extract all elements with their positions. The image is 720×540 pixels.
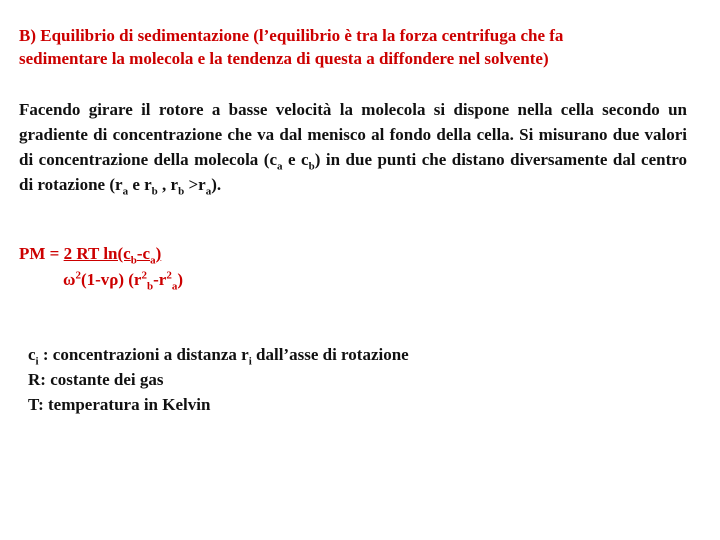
- subscript-b: b: [151, 185, 158, 198]
- numerator-text: 2 RT ln(c: [63, 244, 131, 263]
- subscript-i: i: [35, 355, 39, 368]
- paragraph-text: ) in due punti che distano diversamente dal centro di rotazione (r: [19, 150, 688, 194]
- formula-denominator: [19, 267, 687, 293]
- formula-numerator-line: [19, 241, 687, 267]
- legend-text: c: [28, 345, 36, 364]
- subscript-b: b: [308, 160, 315, 173]
- denominator-text: (1-vρ) (r: [80, 270, 142, 289]
- denominator-text: -r: [153, 270, 167, 289]
- molecular-weight-formula: [19, 241, 687, 293]
- subscript-b: b: [130, 254, 137, 267]
- subscript-a: a: [150, 254, 156, 267]
- legend-text: : concentrazioni a distanza r: [38, 345, 249, 364]
- formula-numerator: [63, 244, 162, 267]
- section-heading: [19, 24, 687, 70]
- paragraph-text: Facendo girare il rotore a basse velocità la molecola si dispone nella cella secondo un gradiente di concentrazione che va dal menisco al fondo della cella. Si misurano due valori di concentrazione della molecola (c: [19, 100, 687, 169]
- legend-text: dall’asse di rotazione: [251, 345, 409, 364]
- superscript-2: 2: [75, 269, 81, 282]
- formula-lhs: PM =: [19, 244, 64, 263]
- subscript-a: a: [122, 185, 129, 198]
- numerator-text: -c: [136, 244, 151, 263]
- denominator-text: ): [177, 270, 183, 289]
- heading-line-2: sedimentare la molecola e la tendenza di questa a diffondere nel solvente): [19, 49, 549, 68]
- legend-t: T: temperatura in Kelvin: [28, 395, 211, 414]
- paragraph-text: e r: [128, 175, 152, 194]
- paragraph-text: , r: [157, 175, 179, 194]
- subscript-a: a: [277, 160, 283, 173]
- superscript-2: 2: [141, 269, 147, 282]
- subscript-b: b: [146, 280, 154, 293]
- subscript-a: a: [171, 280, 178, 293]
- paragraph-text: ).: [211, 175, 222, 194]
- paragraph-text: >r: [184, 175, 206, 194]
- legend-r: R: costante dei gas: [28, 370, 164, 389]
- legend-c: [28, 342, 696, 367]
- denominator-text: ω: [63, 270, 76, 289]
- subscript-i: i: [248, 355, 252, 368]
- numerator-text: ): [155, 244, 162, 263]
- paragraph-text: e c: [282, 150, 309, 169]
- superscript-2: 2: [166, 269, 172, 282]
- subscript-b: b: [178, 185, 185, 198]
- formula-legend: [28, 342, 696, 417]
- description-paragraph: [19, 97, 687, 197]
- heading-line-1: B) Equilibrio di sedimentazione (l’equilibrio è tra la forza centrifuga che fa: [19, 26, 564, 45]
- subscript-a: a: [205, 185, 212, 198]
